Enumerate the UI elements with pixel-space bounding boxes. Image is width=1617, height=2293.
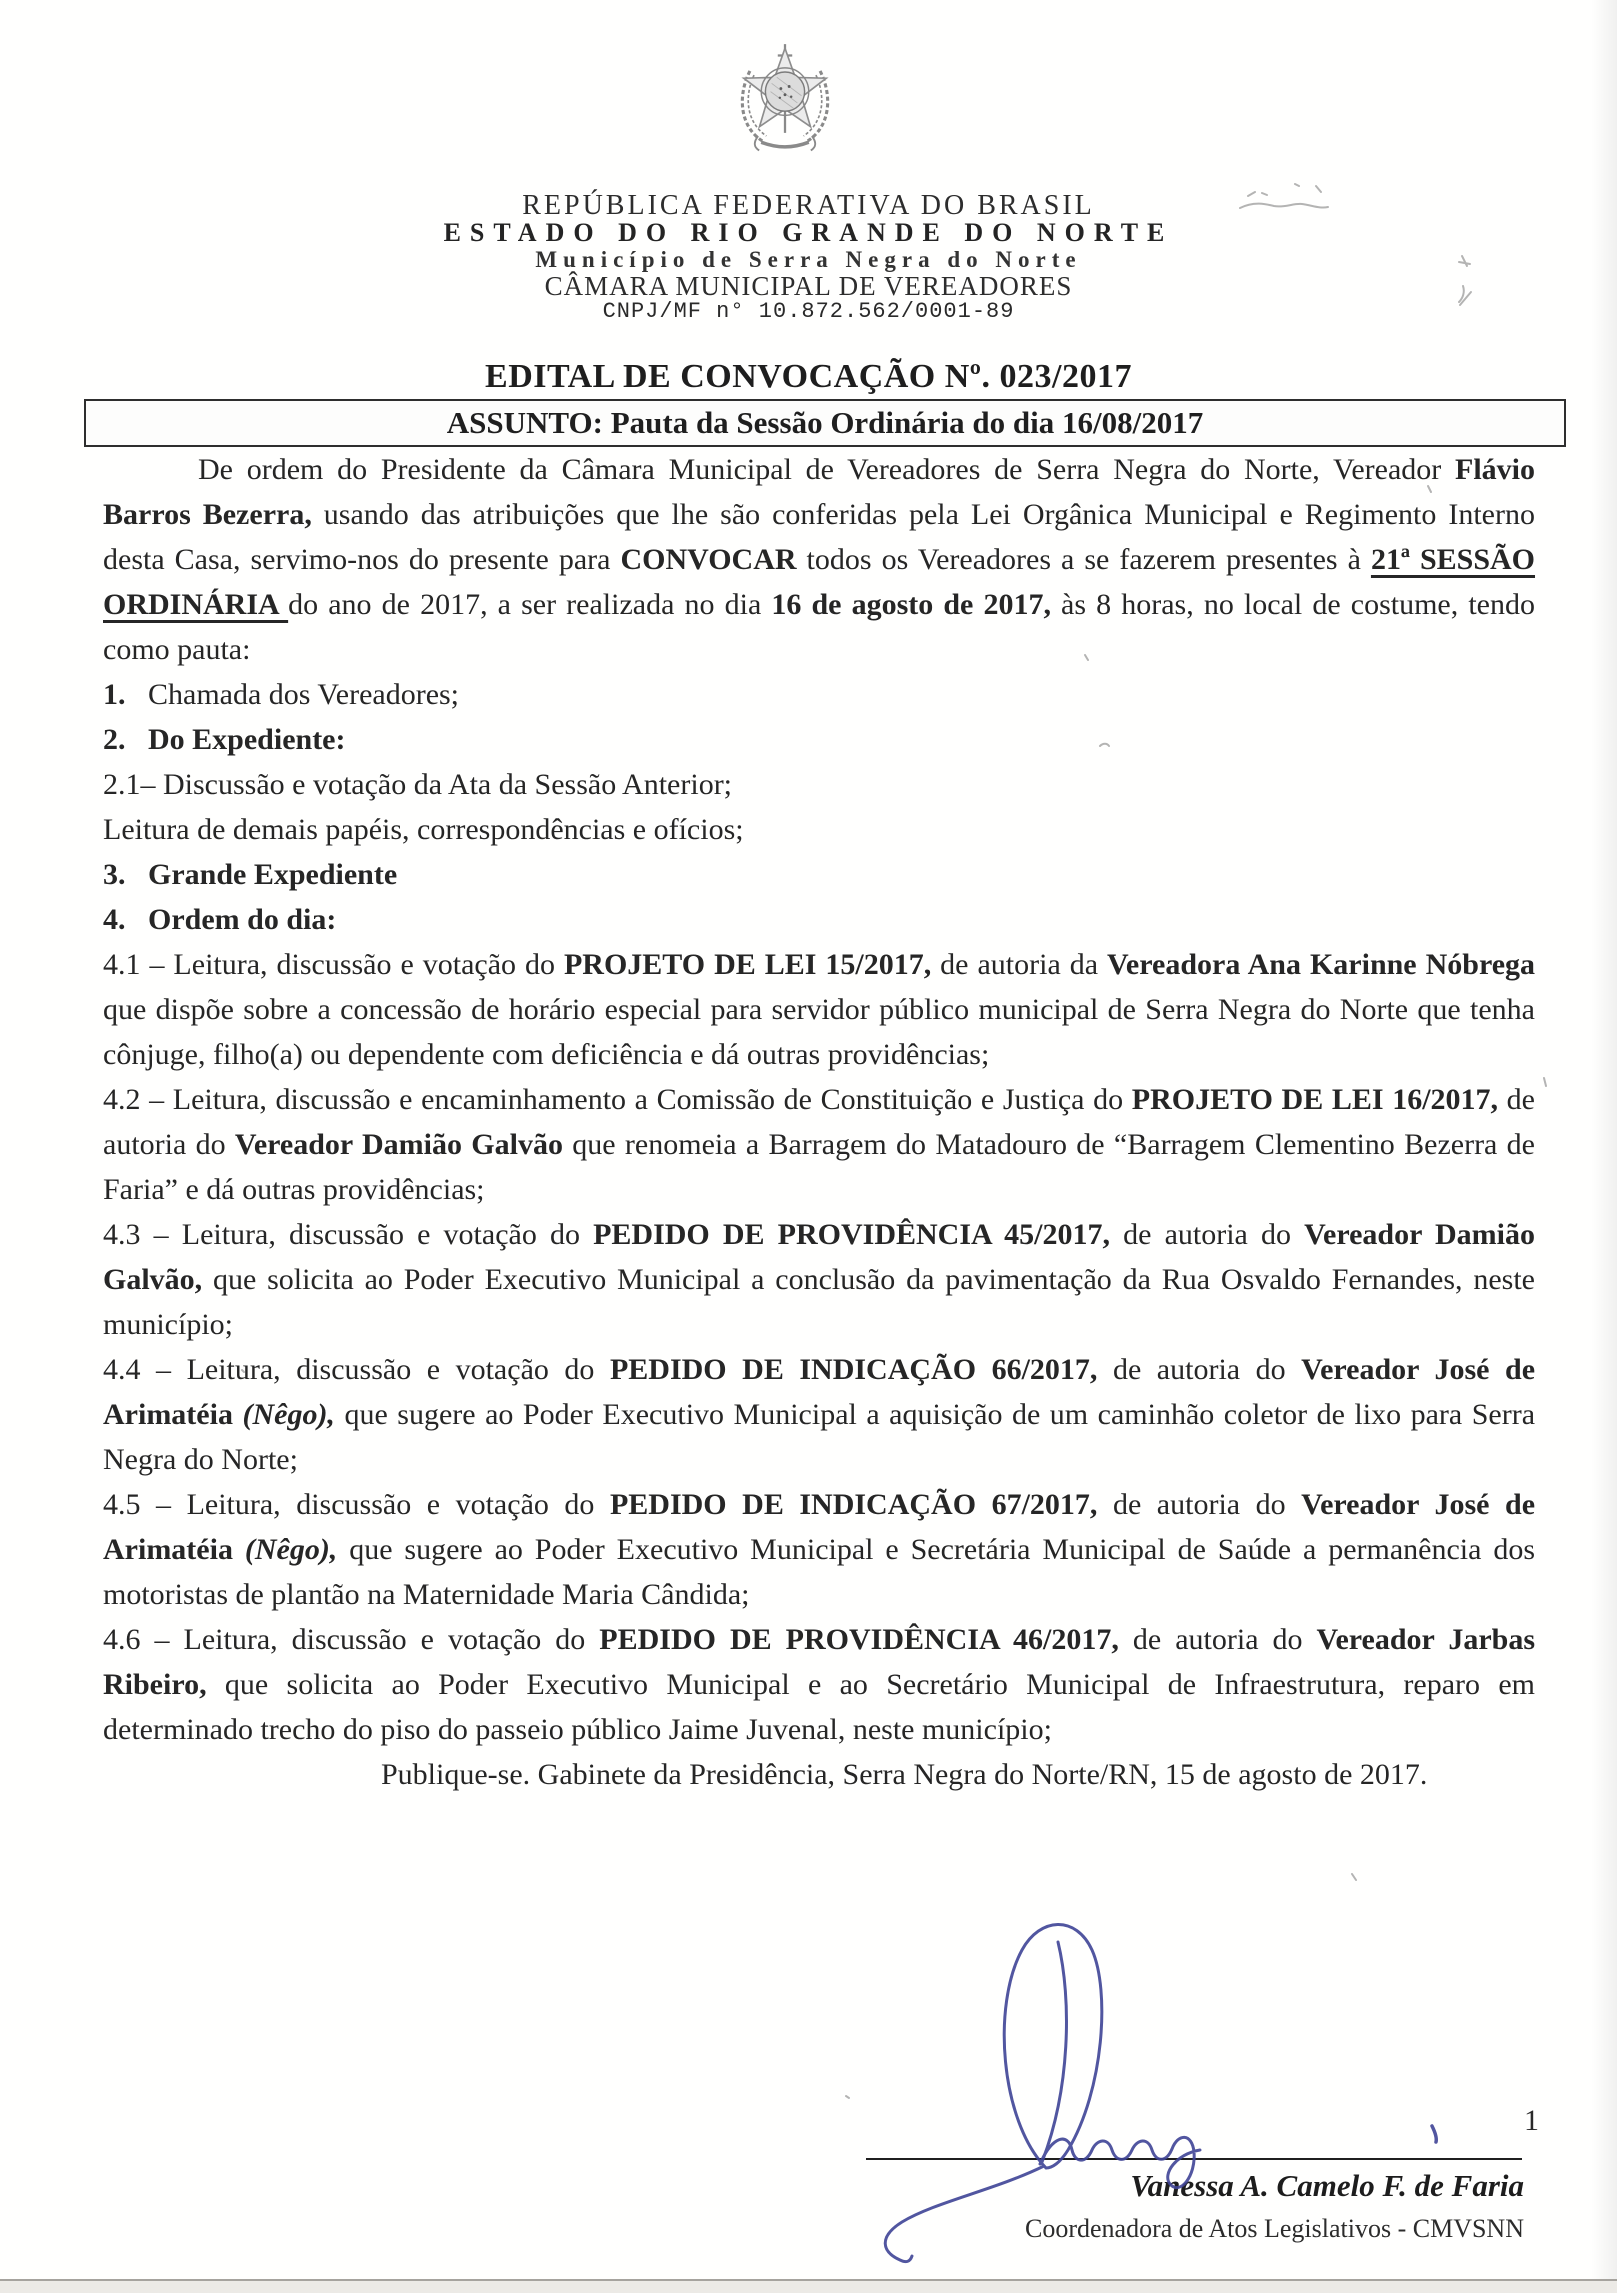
intro-paragraph: De ordem do Presidente da Câmara Municipal de Vereadores de Serra Negra do Norte, Vereador Flávio Barros Bezerra, usando das atribuições que lhe são conferidas pela Lei Orgânica Municipal e Regimento Interno desta Casa, servimo-nos do presente para CONVOCAR todos os Vereadores a se fazerem presentes à 21ª SESSÃO ORDINÁRIA do ano de 2017, a ser realizada no dia 16 de agosto de 2017, às 8 horas, no local de costume, tendo como pauta: — [103, 453, 1536, 666]
agenda-item-4: 4. Ordem do dia: — [103, 903, 337, 936]
letterhead-cnpj: CNPJ/MF n° 10.872.562/0001-89 — [602, 299, 1015, 324]
agenda-item-4-3: 4.3 – Leitura, discussão e votação do PEDIDO DE PROVIDÊNCIA 45/2017, de autoria do Vereador Damião Galvão, que solicita ao Poder Executivo Municipal a conclusão da pavimentação da Rua Osvaldo Fernandes, neste município; — [103, 1218, 1535, 1341]
subject-box — [84, 399, 1566, 447]
agenda-item-1: 1. Chamada dos Vereadores; — [103, 678, 460, 711]
agenda-item-2-1: 2.1– Discussão e votação da Ata da Sessão Anterior; — [103, 768, 733, 801]
page-number: 1 — [1524, 2104, 1539, 2137]
subject-text: ASSUNTO: Pauta da Sessão Ordinária do dia 16/08/2017 — [446, 405, 1204, 440]
scan-bottom-strip — [0, 2281, 1617, 2293]
letterhead-republic: REPÚBLICA FEDERATIVA DO BRASIL — [522, 190, 1095, 221]
letterhead-municipality: Município de Serra Negra do Norte — [535, 247, 1082, 272]
signatory-name: Vanessa A. Camelo F. de Faria — [1130, 2168, 1524, 2203]
signature-line — [866, 2158, 1522, 2160]
scan-edge-shadow — [1591, 0, 1617, 2293]
agenda-item-4-2: 4.2 – Leitura, discussão e encaminhamento a Comissão de Constituição e Justiça do PROJETO DE LEI 16/2017, de autoria do Vereador Damião Galvão que renomeia a Barragem do Matadouro de “Barragem Clementino Bezerra de Faria” e dá outras providências; — [103, 1083, 1536, 1206]
letterhead-chamber: CÂMARA MUNICIPAL DE VEREADORES — [544, 271, 1073, 301]
signatory-role: Coordenadora de Atos Legislativos - CMVSNN — [1024, 2214, 1524, 2243]
agenda-item-2: 2. Do Expediente: — [103, 723, 346, 756]
document-title: EDITAL DE CONVOCAÇÃO Nº. 023/2017 — [485, 358, 1132, 395]
brazil-coat-of-arms-icon — [733, 40, 837, 168]
agenda-item-4-1: 4.1 – Leitura, discussão e votação do PROJETO DE LEI 15/2017, de autoria da Vereadora Ana Karinne Nóbrega que dispõe sobre a concessão de horário especial para servidor público municipal de Serra Negra do Norte que tenha cônjuge, filho(a) ou dependente com deficiência e dá outras providências; — [103, 948, 1536, 1071]
agenda-item-3: 3. Grande Expediente — [103, 858, 398, 891]
agenda-item-4-6: 4.6 – Leitura, discussão e votação do PEDIDO DE PROVIDÊNCIA 46/2017, de autoria do Vereador Jarbas Ribeiro, que solicita ao Poder Executivo Municipal e ao Secretário Municipal de Infraestrutura, reparo em determinado trecho do piso do passeio público Jaime Juvenal, neste município; — [103, 1623, 1536, 1746]
letterhead-state: ESTADO DO RIO GRANDE DO NORTE — [443, 218, 1174, 247]
agenda-item-4-4: 4.4 – Leitura, discussão e votação do PEDIDO DE INDICAÇÃO 66/2017, de autoria do Vereador José de Arimatéia (Nêgo), que sugere ao Poder Executivo Municipal a aquisição de um caminhão coletor de lixo para Serra Negra do Norte; — [103, 1353, 1536, 1476]
document-body — [103, 447, 1535, 1797]
agenda-item-4-5: 4.5 – Leitura, discussão e votação do PEDIDO DE INDICAÇÃO 67/2017, de autoria do Vereador José de Arimatéia (Nêgo), que sugere ao Poder Executivo Municipal e Secretária Municipal de Saúde a permanência dos motoristas de plantão na Maternidade Maria Cândida; — [103, 1488, 1536, 1611]
agenda-item-2-1b: Leitura de demais papéis, correspondências e ofícios; — [103, 813, 744, 846]
publish-line: Publique-se. Gabinete da Presidência, Serra Negra do Norte/RN, 15 de agosto de 2017. — [381, 1758, 1428, 1791]
